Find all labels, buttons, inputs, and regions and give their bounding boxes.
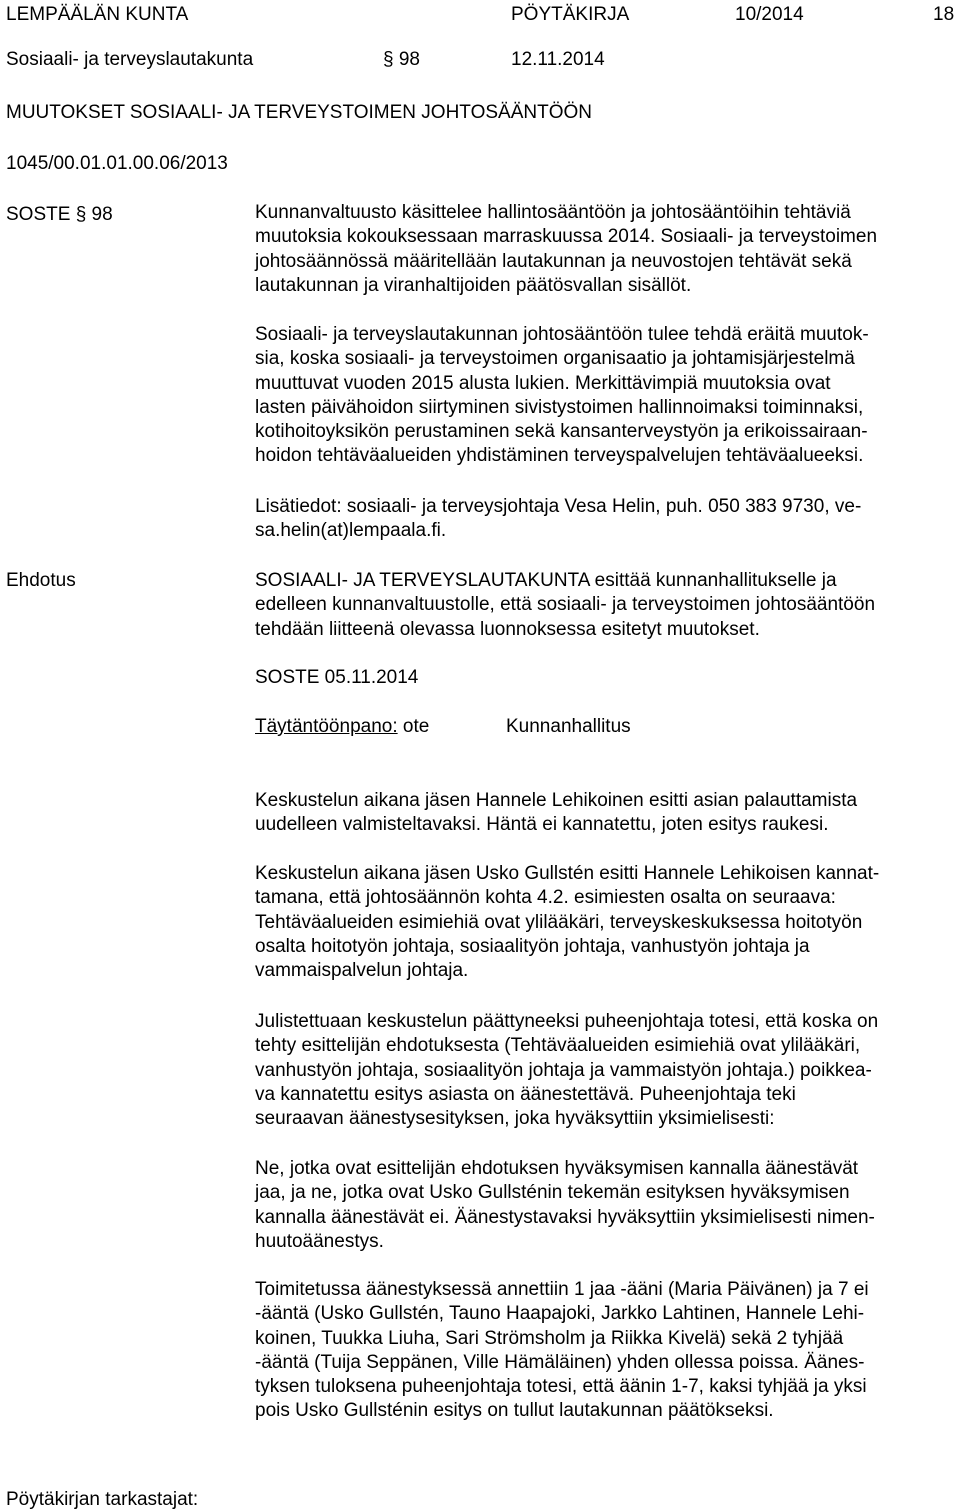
text-line: Ne, jotka ovat esittelijän ehdotuksen hyväksymisen kannalla äänestävät [255, 1158, 859, 1179]
text-line: tamana, että johtosäännön kohta 4.2. esimiesten osalta on seuraava: [255, 887, 836, 909]
section-reference [6, 203, 113, 227]
text-line: SOSIAALI- JA TERVEYSLAUTAKUNTA esittää kunnanhallitukselle ja [255, 570, 837, 591]
diary-number: 1045/00.01.01.00.06/2013 [6, 153, 228, 174]
section-header [383, 48, 420, 72]
meeting-date: 12.11.2014 [511, 49, 605, 70]
text-line: kannalla äänestävät ei. Äänestystavaksi hyväksyttiin yksimielisesti nimen- [255, 1206, 875, 1228]
text-line: sa.helin(at)lempaala.fi. [255, 520, 447, 542]
section-ref-symbol: § [75, 204, 87, 225]
text-line: lasten päivähoidon siirtyminen sivistystoimen hallinnoimaksi toiminnaksi, [255, 396, 864, 418]
text-line: pois Usko Gullsténin esitys on tullut lautakunnan päätökseksi. [255, 1400, 774, 1422]
text-line: Lisätiedot: sosiaali- ja terveysjohtaja Vesa Helin, puh. 050 383 9730, ve- [255, 496, 862, 517]
text-line: Keskustelun aikana jäsen Usko Gullstén esitti Hannele Lehikoisen kannat- [255, 863, 880, 884]
text-line: Keskustelun aikana jäsen Hannele Lehikoinen esitti asian palauttamista [255, 790, 858, 811]
text-line: va kannatettu esitys asiasta on äänestettävä. Puheenjohtaja teki [255, 1083, 796, 1105]
text-line: muutoksia kokouksessaan marraskuussa 2014. Sosiaali- ja terveystoimen [255, 226, 878, 248]
text-line: Julistettuaan keskustelun päättyneeksi puheenjohtaja totesi, että koska on [255, 1011, 879, 1032]
text-line: Kunnanvaltuusto käsittelee hallintosääntöön ja johtosääntöihin tehtäviä [255, 202, 851, 223]
municipality-name: LEMPÄÄLÄN KUNTA [6, 4, 189, 25]
paragraph-contact [255, 495, 955, 544]
text-line: hoidon tehtäväalueiden yhdistäminen terveyspalvelujen tehtäväalueeksi. [255, 445, 864, 467]
text-line: tyksen tuloksena puheenjohtaja totesi, että äänin 1-7, kaksi tyhjää ja yksi [255, 1376, 867, 1398]
page-number: 18 [933, 4, 955, 25]
reviewers-label: Pöytäkirjan tarkastajat: [6, 1489, 199, 1510]
paragraph-discussion-3 [255, 1010, 955, 1131]
soste-date: SOSTE 05.11.2014 [255, 667, 419, 688]
page-title: MUUTOKSET SOSIAALI- JA TERVEYSTOIMEN JOHTOSÄÄNTÖÖN [6, 102, 592, 123]
text-line: jaa, ja ne, jotka ovat Usko Gullsténin tekemän esityksen hyväksymisen [255, 1182, 850, 1204]
text-line: tehdään liitteenä olevassa luonnoksessa esitetyt muutokset. [255, 618, 760, 640]
paragraph-discussion-2 [255, 862, 955, 983]
document-number: 10/2014 [735, 4, 804, 25]
paragraph-intro [255, 201, 955, 298]
paragraph-discussion-5 [255, 1278, 955, 1424]
section-number: 98 [398, 49, 420, 70]
text-line: vanhustyön johtaja, sosiaalityön johtaja ja vammaistyön johtaja.) poikkea- [255, 1059, 872, 1081]
text-line: sia, koska sosiaali- ja terveystoimen organisaatio ja johtamisjärjestelmä [255, 348, 855, 370]
section-ref-label: SOSTE [6, 204, 71, 225]
section-ref-number: 98 [91, 204, 113, 225]
paragraph-discussion-4 [255, 1157, 955, 1254]
text-line: edelleen kunnanvaltuustolle, että sosiaali- ja terveystoimen johtosääntöön [255, 594, 876, 616]
text-line: -ääntä (Tuija Seppänen, Ville Hämäläinen) yhden ollessa poissa. Äänes- [255, 1351, 865, 1373]
text-line: Sosiaali- ja terveyslautakunnan johtosääntöön tulee tehdä eräitä muutok- [255, 324, 869, 345]
text-line: koinen, Tuukka Liuha, Sari Strömsholm ja Riikka Kivelä) sekä 2 tyhjää [255, 1327, 844, 1349]
proposal-text [255, 569, 955, 642]
text-line: uudelleen valmisteltavaksi. Häntä ei kannatettu, joten esitys raukesi. [255, 814, 829, 836]
text-line: lautakunnan ja viranhaltijoiden päätösvallan sisällöt. [255, 274, 692, 296]
execution-type: ote [402, 716, 430, 737]
text-line: osalta hoitotyön johtaja, sosiaalityön johtaja, vanhustyön johtaja ja [255, 935, 810, 957]
board-name: Sosiaali- ja terveyslautakunta [6, 49, 254, 70]
section-symbol: § [383, 49, 394, 70]
execution-recipient: Kunnanhallitus [506, 716, 631, 737]
text-line: tehty esittelijän ehdotuksesta (Tehtäväalueiden esimiehiä ovat ylilääkäri, [255, 1035, 861, 1057]
text-line: johtosäännössä määritellään lautakunnan ja neuvostojen tehtävät sekä [255, 250, 852, 272]
text-line: huutoäänestys. [255, 1230, 384, 1252]
text-line: muuttuvat vuoden 2015 alusta lukien. Merkittävimpiä muutoksia ovat [255, 372, 831, 394]
text-line: Toimitetussa äänestyksessä annettiin 1 jaa -ääni (Maria Päivänen) ja 7 ei [255, 1279, 869, 1300]
proposal-label: Ehdotus [6, 570, 76, 591]
text-line: Tehtäväalueiden esimiehiä ovat ylilääkäri, terveyskeskuksessa hoitotyön [255, 911, 863, 933]
text-line: -ääntä (Usko Gullstén, Tauno Haapajoki, Jarkko Lahtinen, Hannele Lehi- [255, 1303, 865, 1325]
paragraph-changes [255, 323, 955, 469]
text-line: kotihoitoyksikön perustaminen sekä kansanterveystyön ja erikoissairaan- [255, 421, 868, 443]
document-type: PÖYTÄKIRJA [511, 4, 630, 25]
paragraph-discussion-1 [255, 789, 955, 838]
text-line: vammaispalvelun johtaja. [255, 960, 469, 982]
execution-line [255, 715, 429, 739]
text-line: seuraavan äänestysesityksen, joka hyväksyttiin yksimielisesti: [255, 1108, 775, 1130]
execution-label: Täytäntöönpano: [255, 716, 398, 737]
